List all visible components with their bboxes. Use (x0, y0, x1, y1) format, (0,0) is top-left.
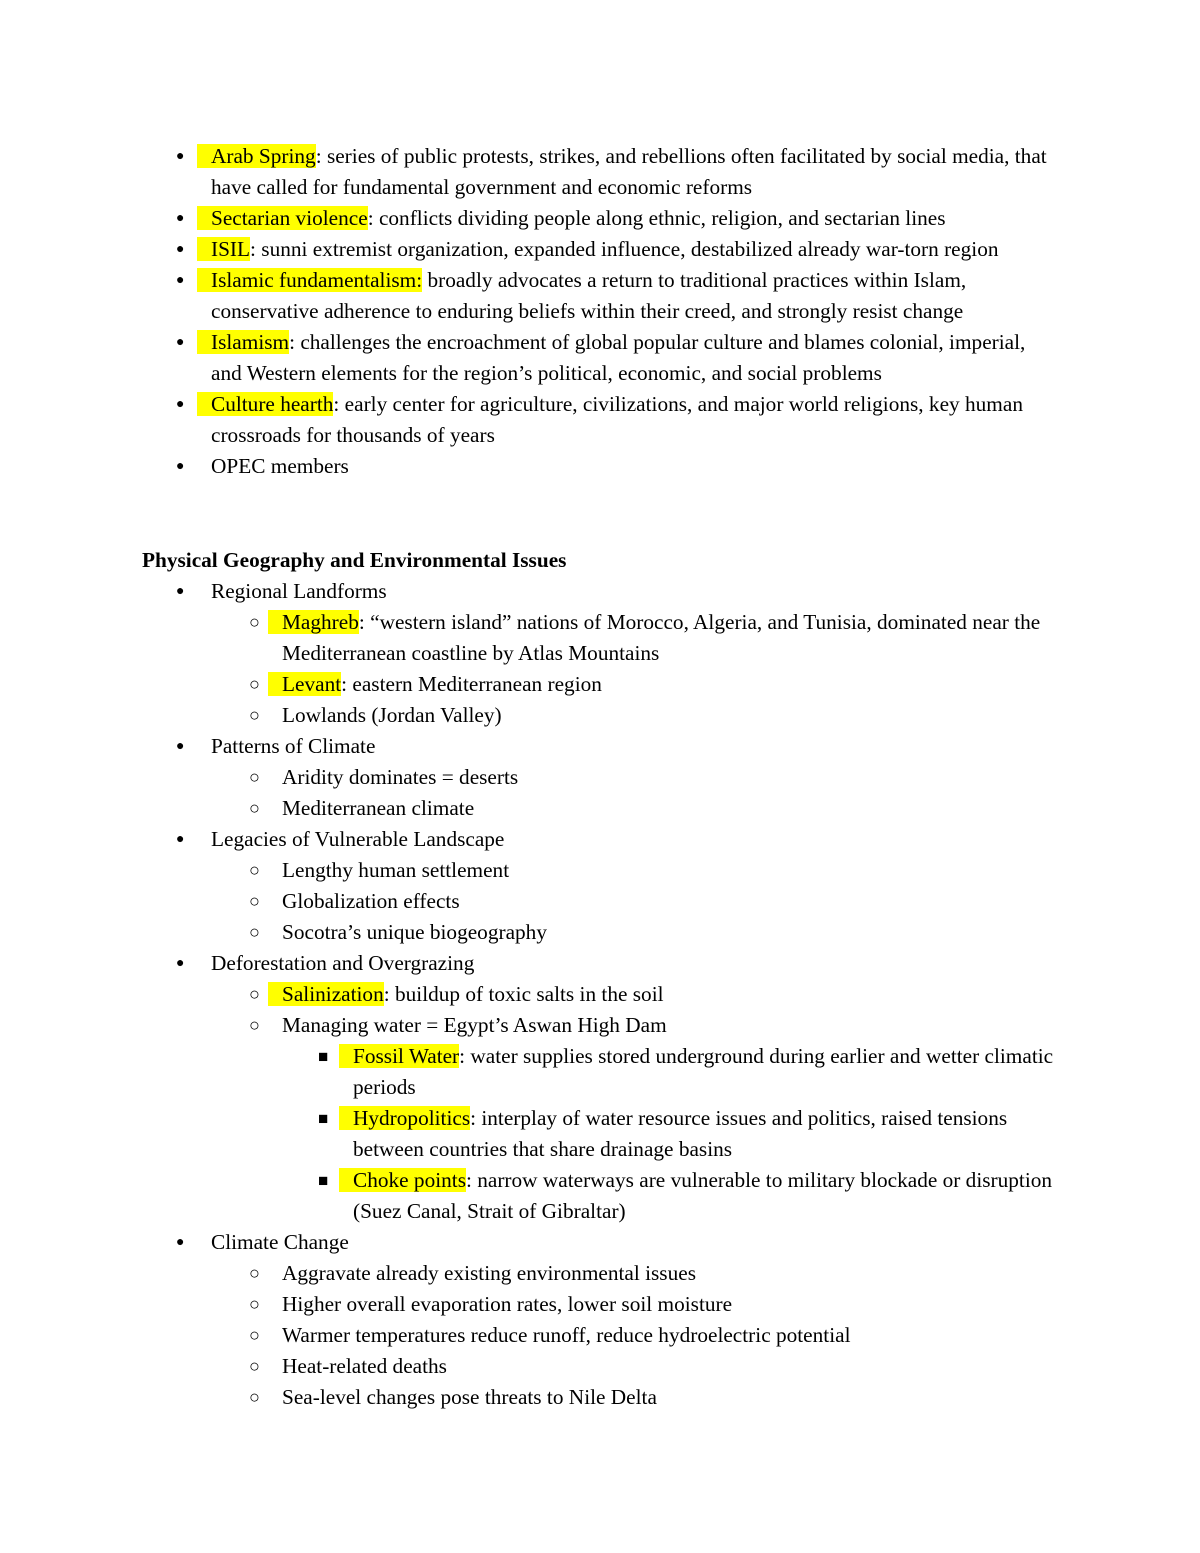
hollow-circle-bullet-icon: ○ (249, 1356, 260, 1376)
term-definition: : narrow waterways are vulnerable to military blockade or disruption (Suez Canal, Strait of Gibraltar) (353, 1168, 1053, 1223)
highlighted-term: Salinization (282, 982, 384, 1006)
term-definition: : buildup of toxic salts in the soil (383, 982, 664, 1006)
term-definition: : “western island” nations of Morocco, Algeria, and Tunisia, dominated near the Mediterranean coastline by Atlas Mountains (282, 610, 1041, 665)
sub-list-item (0, 979, 1062, 1010)
list-item (0, 451, 1061, 482)
sub-list-item (0, 669, 1062, 700)
term-definition: : water supplies stored underground during earlier and wetter climatic periods (353, 1044, 1054, 1099)
list-item (0, 265, 1061, 327)
filled-circle-bullet-icon: ● (176, 459, 185, 474)
highlighted-term: Islamic fundamentalism: (211, 268, 423, 292)
hollow-circle-bullet-icon: ○ (249, 1325, 260, 1345)
term-definition: : challenges the encroachment of global popular culture and blames colonial, imperial, and Western elements for the region’s political, economic, and social problems (211, 330, 1026, 385)
highlighted-term: Islamism (211, 330, 290, 354)
filled-square-bullet-icon: ■ (318, 1109, 329, 1128)
list-item-text: Managing water = Egypt’s Aswan High Dam (282, 1013, 667, 1037)
sub-list-item (0, 1010, 1062, 1041)
hollow-circle-bullet-icon: ○ (249, 612, 260, 632)
sub-list-item (0, 607, 1062, 669)
list-item-text: Patterns of Climate (211, 734, 376, 758)
list-item (0, 576, 1061, 607)
list-item-text: OPEC members (211, 454, 349, 478)
list-item (0, 824, 1061, 855)
list-item-text: Legacies of Vulnerable Landscape (211, 827, 505, 851)
sub-list-item (0, 1289, 1062, 1320)
filled-circle-bullet-icon: ● (176, 335, 185, 350)
sub-sub-list-item (0, 1041, 1063, 1103)
hollow-circle-bullet-icon: ○ (249, 922, 260, 942)
hollow-circle-bullet-icon: ○ (249, 674, 260, 694)
list-item-text: Aggravate already existing environmental issues (282, 1261, 696, 1285)
hollow-circle-bullet-icon: ○ (249, 798, 260, 818)
highlighted-term: Levant (282, 672, 342, 696)
term-definition: : interplay of water resource issues and politics, raised tensions between countries that share drainage basins (353, 1106, 1008, 1161)
hollow-circle-bullet-icon: ○ (249, 984, 260, 1004)
hollow-circle-bullet-icon: ○ (249, 1294, 260, 1314)
list-item (0, 203, 1061, 234)
hollow-circle-bullet-icon: ○ (249, 767, 260, 787)
filled-circle-bullet-icon: ● (176, 739, 185, 754)
term-definition: : sunni extremist organization, expanded influence, destabilized already war-torn region (250, 237, 999, 261)
list-item-text: Mediterranean climate (282, 796, 475, 820)
list-item-text: Aridity dominates = deserts (282, 765, 519, 789)
list-item (0, 141, 1061, 203)
section-heading: Physical Geography and Environmental Issues (142, 548, 567, 572)
list-item-text: Regional Landforms (211, 579, 387, 603)
highlighted-term: Culture hearth (211, 392, 334, 416)
sub-sub-list-item (0, 1103, 1063, 1165)
list-item (0, 731, 1061, 762)
hollow-circle-bullet-icon: ○ (249, 705, 260, 725)
filled-circle-bullet-icon: ● (176, 1235, 185, 1250)
filled-circle-bullet-icon: ● (176, 956, 185, 971)
sub-list-item (0, 917, 1062, 948)
filled-square-bullet-icon: ■ (318, 1171, 329, 1190)
list-item-text: Deforestation and Overgrazing (211, 951, 475, 975)
highlighted-term: Fossil Water (353, 1044, 460, 1068)
sub-list-item (0, 1320, 1062, 1351)
highlighted-term: ISIL (211, 237, 251, 261)
list-item-text: Higher overall evaporation rates, lower soil moisture (282, 1292, 733, 1316)
sub-sub-list-item (0, 1165, 1063, 1227)
hollow-circle-bullet-icon: ○ (249, 1387, 260, 1407)
hollow-circle-bullet-icon: ○ (249, 860, 260, 880)
list-item-text: Globalization effects (282, 889, 460, 913)
list-item (0, 327, 1061, 389)
list-item-text: Lengthy human settlement (282, 858, 510, 882)
hollow-circle-bullet-icon: ○ (249, 1015, 260, 1035)
highlighted-term: Maghreb (282, 610, 359, 634)
list-item (0, 1227, 1061, 1258)
highlighted-term: Hydropolitics (353, 1106, 471, 1130)
term-definition: broadly advocates a return to traditional practices within Islam, conservative adherence to enduring beliefs within their creed, and strongly resist change (211, 268, 967, 323)
filled-circle-bullet-icon: ● (176, 584, 185, 599)
list-item-text: Heat-related deaths (282, 1354, 447, 1378)
term-definition: : eastern Mediterranean region (341, 672, 602, 696)
filled-circle-bullet-icon: ● (176, 273, 185, 288)
sub-list-item (0, 700, 1062, 731)
sub-list-item (0, 762, 1062, 793)
term-definition: : early center for agriculture, civilizations, and major world religions, key human crossroads for thousands of years (211, 392, 1023, 447)
term-definition: : conflicts dividing people along ethnic, religion, and sectarian lines (367, 206, 946, 230)
list-item-text: Climate Change (211, 1230, 349, 1254)
filled-circle-bullet-icon: ● (176, 149, 185, 164)
sub-list-item (0, 855, 1062, 886)
sub-list-item (0, 1382, 1062, 1413)
filled-square-bullet-icon: ■ (318, 1047, 329, 1066)
list-item-text: Lowlands (Jordan Valley) (282, 703, 502, 727)
list-item-text: Sea-level changes pose threats to Nile Delta (282, 1385, 657, 1409)
section-list (0, 576, 1063, 1413)
list-item-text: Warmer temperatures reduce runoff, reduce hydroelectric potential (282, 1323, 851, 1347)
sub-list-item (0, 1258, 1062, 1289)
sub-list-item (0, 793, 1062, 824)
filled-circle-bullet-icon: ● (176, 242, 185, 257)
hollow-circle-bullet-icon: ○ (249, 1263, 260, 1283)
list-item (0, 389, 1061, 451)
highlighted-term: Choke points (353, 1168, 466, 1192)
sub-list-item (0, 1351, 1062, 1382)
list-item-text: Socotra’s unique biogeography (282, 920, 547, 944)
filled-circle-bullet-icon: ● (176, 211, 185, 226)
filled-circle-bullet-icon: ● (176, 397, 185, 412)
term-definition: : series of public protests, strikes, and rebellions often facilitated by social media, that have called for fundamental government and economic reforms (211, 144, 1047, 199)
highlighted-term: Sectarian violence (211, 206, 368, 230)
filled-circle-bullet-icon: ● (176, 832, 185, 847)
hollow-circle-bullet-icon: ○ (249, 891, 260, 911)
sub-list-item (0, 886, 1062, 917)
glossary-list (0, 141, 1061, 482)
list-item (0, 948, 1061, 979)
list-item (0, 234, 1061, 265)
highlighted-term: Arab Spring (211, 144, 316, 168)
